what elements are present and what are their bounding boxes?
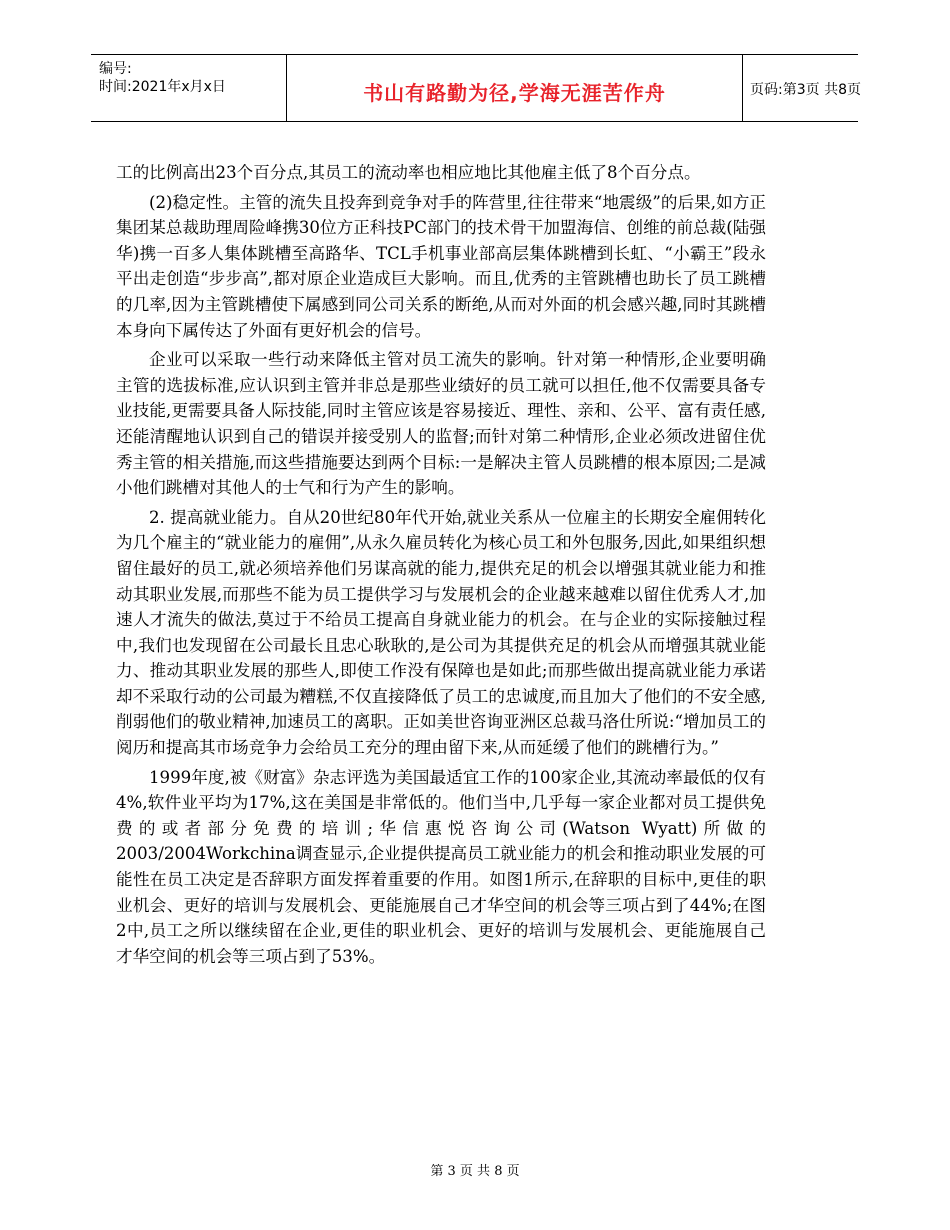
- paragraph-continuation: 工的比例高出23个百分点,其员工的流动率也相应地比其他雇主低了8个百分点。: [116, 163, 701, 182]
- paragraph-measures: 企业可以采取一些行动来降低主管对员工流失的影响。针对第一种情形,企业要明确主管的选拔标准,应认识到主管并非总是那些业绩好的员工就可以担任,他不仅需要具备专业技能,更需要具备人际技能,同时主管应该是容易接近、理性、亲和、公平、富有责任感,还能清醒地认识到自己的错误并接受别人的监督;而针对第二种情形,企业必须改进留住优秀主管的相关措施,而这些措施要达到两个目标:一是解决主管人员跳槽的根本原因;二是减小他们跳槽对其他人的士气和行为产生的影响。: [116, 350, 766, 498]
- document-time-label: 时间:2021年x月x日: [99, 79, 226, 95]
- document-body: [116, 160, 766, 973]
- header-motto-cell: [286, 55, 743, 121]
- header-page-cell: [742, 55, 861, 121]
- document-number-label: 编号:: [99, 61, 132, 77]
- page-footer: 第 3 页 共 8 页: [430, 1164, 520, 1179]
- paragraph-employability: 2. 提高就业能力。自从20世纪80年代开始,就业关系从一位雇主的长期安全雇佣转化为几个雇主的“就业能力的雇佣”,从永久雇员转化为核心员工和外包服务,因此,如果组织想留住最好的员工,就必须培养他们另谋高就的能力,提供充足的机会以增强其就业能力和推动其职业发展,而那些不能为员工提供学习与发展机会的企业越来越难以留住优秀人才,加速人才流失的做法,莫过于不给员工提高自身就业能力的机会。在与企业的实际接触过程中,我们也发现留在公司最长且忠心耿耿的,是公司为其提供充足的机会从而增强其就业能力、推动其职业发展的那些人,即使工作没有保障也是如此;而那些做出提高就业能力承诺却不采取行动的公司最为糟糕,不仅直接降低了员工的忠诚度,而且加大了他们的不安全感,削弱他们的敬业精神,加速员工的离职。正如美世咨询亚洲区总裁马洛仕所说:“增加员工的阅历和提高其市场竞争力会给员工充分的理由留下来,从而延缓了他们的跳槽行为。”: [116, 507, 766, 758]
- paragraph-fortune-1999: 1999年度,被《财富》杂志评选为美国最适宜工作的100家企业,其流动率最低的仅有4%,软件业平均为17%,这在美国是非常低的。他们当中,几乎每一家企业都对员工提供免费的或者部分免费的培训;华信惠悦咨询公司(Watson Wyatt)所做的2003/2004Workchina调查显示,企业提供提高员工就业能力的机会和推动职业发展的可能性在员工决定是否辞职方面发挥着重要的作用。如图1所示,在辞职的目标中,更佳的职业机会、更好的培训与发展机会、更能施展自己才华空间的机会等三项占到了44%;在图2中,员工之所以继续留在企业,更佳的职业机会、更好的培训与发展机会、更能施展自己才华空间的机会等三项占到了53%。: [116, 767, 766, 966]
- paragraph-stability: (2)稳定性。主管的流失且投奔到竞争对手的阵营里,往往带来“地震级”的后果,如方正集团某总裁助理周险峰携30位方正科技PC部门的技术骨干加盟海信、创维的前总裁(陆强华)携一百多人集体跳槽至高路华、TCL手机事业部高层集体跳槽到长虹、“小霸王”段永平出走创造“步步高”,都对原企业造成巨大影响。而且,优秀的主管跳槽也助长了员工跳槽的几率,因为主管跳槽使下属感到同公司关系的断绝,从而对外面的机会感兴趣,同时其跳槽本身向下属传达了外面有更好机会的信号。: [116, 192, 766, 340]
- header-motto: 书山有路勤为径,学海无涯苦作舟: [363, 81, 666, 105]
- header-left-cell: [91, 55, 286, 121]
- page-header: [91, 54, 861, 122]
- header-page-info: 页码:第3页 共8页: [750, 82, 861, 98]
